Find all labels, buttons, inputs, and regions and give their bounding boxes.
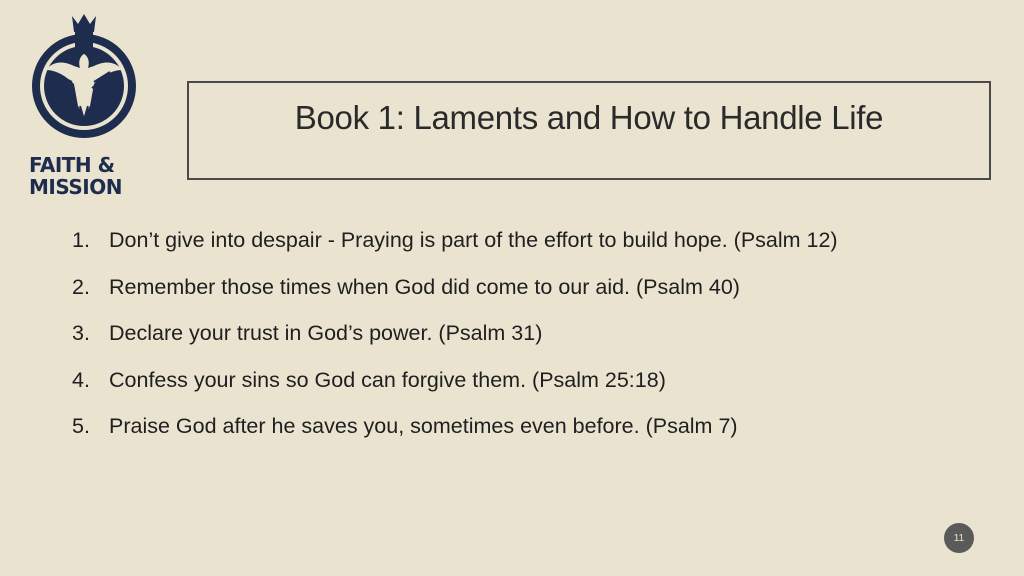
- list-item-text: Confess your sins so God can forgive them. (Psalm 25:18): [109, 367, 666, 392]
- list-item-number: 5.: [72, 414, 90, 438]
- list-item-text: Don’t give into despair - Praying is part of the effort to build hope. (Psalm 12): [109, 228, 838, 252]
- list-item: [72, 414, 838, 461]
- title-box: [187, 81, 991, 180]
- list-item-number: 2.: [72, 274, 90, 299]
- lament-list: [72, 228, 838, 461]
- list-item-text: Remember those times when God did come to our aid. (Psalm 40): [109, 274, 740, 299]
- list-item: [72, 321, 838, 368]
- logo-line-2: MISSION: [29, 175, 122, 199]
- dove-cross-crown-icon: [28, 10, 140, 150]
- list-item-number: 4.: [72, 367, 90, 392]
- faith-mission-logo: [26, 10, 144, 199]
- list-item: [72, 228, 838, 275]
- list-item-text: Declare your trust in God’s power. (Psalm 31): [109, 321, 543, 345]
- list-item: [72, 368, 838, 415]
- list-item-number: 3.: [72, 321, 90, 345]
- list-item-text: Praise God after he saves you, sometimes even before. (Psalm 7): [109, 414, 738, 438]
- slide-title: Book 1: Laments and How to Handle Life: [294, 98, 884, 136]
- logo-line-1: FAITH &: [29, 153, 115, 177]
- page-number-badge: 11: [944, 523, 974, 553]
- list-item: [72, 275, 838, 322]
- list-item-number: 1.: [72, 228, 90, 252]
- logo-wordmark: [29, 154, 122, 198]
